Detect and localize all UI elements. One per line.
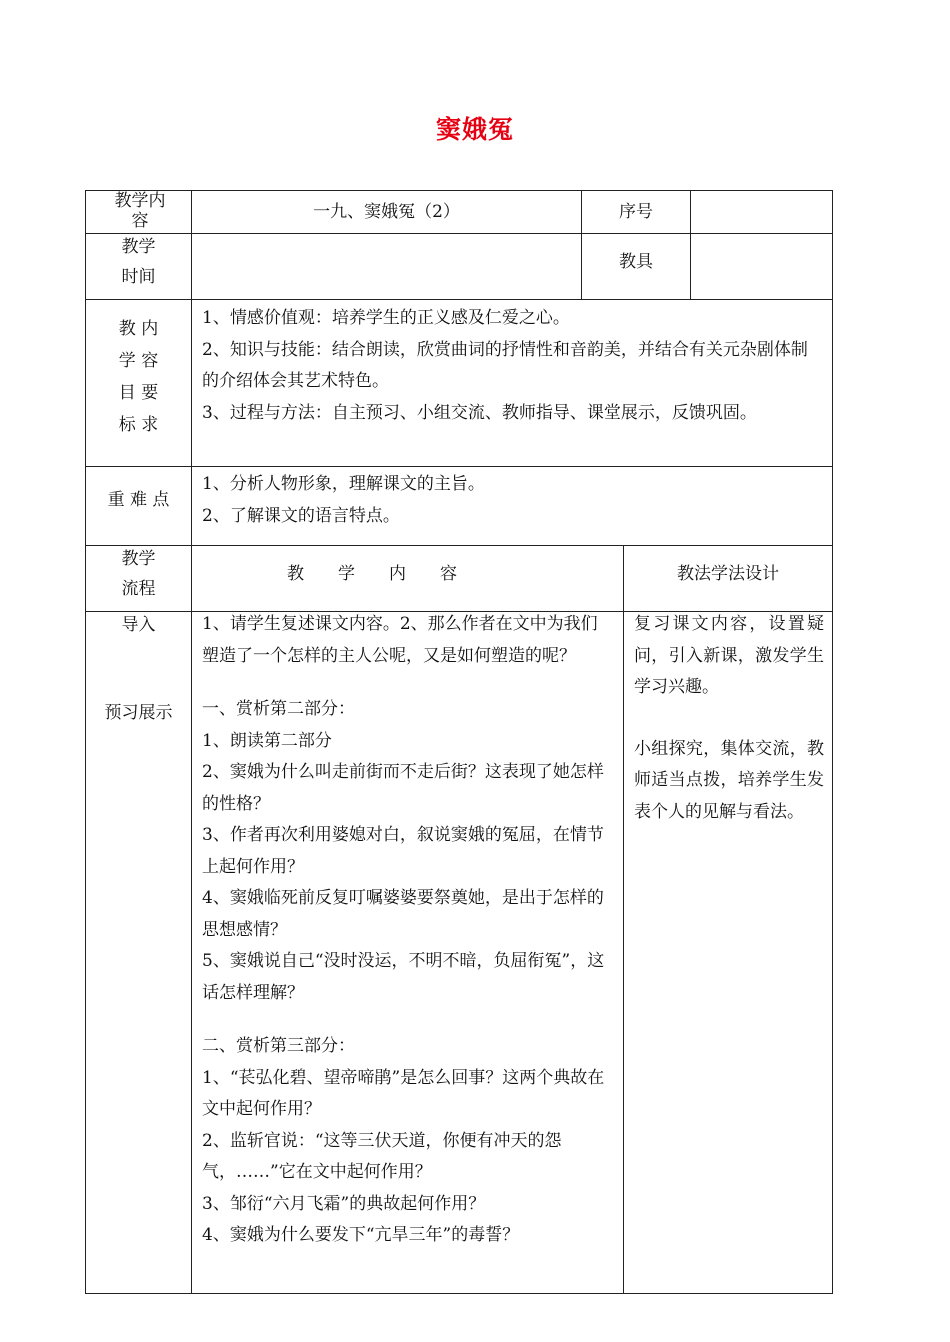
document-title: 窦娥冤 <box>435 115 514 144</box>
time-label-1: 教学 <box>121 237 156 257</box>
difficulty-label: 重 难 点 <box>107 490 170 510</box>
part2-item: 4、窦娥临死前反复叮嘱婆婆要祭奠她，是出于怎样的思想感情？ <box>202 888 604 940</box>
step-preview: 预习展示 <box>104 703 173 723</box>
goals-label-line: 标 求 <box>118 415 159 435</box>
part2-item: 1、朗读第二部分 <box>202 730 332 751</box>
part3-title: 二、赏析第三部分： <box>202 1036 355 1056</box>
cell-seq-value <box>690 190 833 234</box>
time-label-2: 时间 <box>121 267 156 287</box>
lesson-plan-table <box>85 190 833 1294</box>
difficulty-item: 1、分析人物形象，理解课文的主旨。 <box>202 474 485 494</box>
goals-label-line: 教 内 <box>118 319 159 339</box>
cell-time-value <box>191 233 582 300</box>
cell-time-label <box>85 233 192 300</box>
cell-difficulty-label <box>85 466 192 546</box>
cell-seq-label <box>581 190 691 234</box>
cell-process-method <box>623 611 833 1294</box>
goal-item: 3、过程与方法：自主预习、小组交流、教师指导、课堂展示，反馈巩固。 <box>202 402 757 423</box>
part2-item: 3、作者再次利用婆媳对白，叙说窦娥的冤屈，在情节上起何作用？ <box>202 825 604 877</box>
process-method <box>634 609 824 828</box>
goals-label-line: 学 容 <box>118 351 159 371</box>
process-label-2: 流程 <box>121 579 156 599</box>
content-value: 一九、窦娥冤（2） <box>313 202 460 222</box>
content-label: 教学内容 <box>114 191 166 231</box>
step-intro: 导入 <box>121 615 156 635</box>
cell-goals-content <box>191 299 833 467</box>
part2-item: 2、窦娥为什么叫走前街而不走后街？这表现了她怎样的性格？ <box>202 762 604 814</box>
method-col-header: 教法学法设计 <box>677 564 779 584</box>
cell-tools-value <box>690 233 833 300</box>
goals-list <box>202 303 822 429</box>
cell-content-label <box>85 190 192 234</box>
cell-goals-label <box>85 299 192 467</box>
process-label-1: 教学 <box>121 549 156 569</box>
process-content <box>202 609 612 1252</box>
seq-label: 序号 <box>619 202 653 222</box>
cell-process-content <box>191 611 624 1294</box>
cell-process-label <box>85 545 192 612</box>
method-text: 复习课文内容，设置疑问，引入新课，激发学生学习兴趣。 <box>634 614 824 697</box>
part2-item: 5、窦娥说自己“没时没运，不明不暗，负屈衔冤”，这话怎样理解？ <box>202 951 605 1003</box>
goals-label-line: 目 要 <box>118 383 159 403</box>
part2-title: 一、赏析第二部分： <box>202 699 355 719</box>
cell-tools-label <box>581 233 691 300</box>
cell-content-col-header <box>191 545 624 612</box>
tools-label: 教具 <box>619 252 653 272</box>
difficulty-item: 2、了解课文的语言特点。 <box>202 505 400 526</box>
goal-item: 2、知识与技能：结合朗读，欣赏曲词的抒情性和音韵美，并结合有关元杂剧体制的介绍体会其艺术特色。 <box>202 339 808 391</box>
cell-content-value <box>191 190 582 234</box>
difficulty-list <box>202 469 822 532</box>
cell-difficulty-content <box>191 466 833 546</box>
method-text: 小组探究，集体交流，教师适当点拨，培养学生发表个人的见解与看法。 <box>634 738 824 822</box>
content-col-header: 教 学 内 容 <box>287 564 457 584</box>
cell-method-col-header <box>623 545 833 612</box>
part3-item: 2、监斩官说：“这等三伏天道，你便有冲天的怨气，……”它在文中起何作用？ <box>202 1130 562 1182</box>
part3-item: 1、“苌弘化碧、望帝啼鹃”是怎么回事？这两个典故在文中起何作用？ <box>202 1067 605 1119</box>
cell-process-steps <box>85 611 192 1294</box>
part3-item: 4、窦娥为什么要发下“亢旱三年”的毒誓？ <box>202 1225 520 1245</box>
part3-item: 3、邹衍“六月飞霜”的典故起何作用？ <box>202 1193 486 1214</box>
goal-item: 1、情感价值观：培养学生的正义感及仁爱之心。 <box>202 308 570 328</box>
intro-text: 1、请学生复述课文内容。2、那么作者在文中为我们塑造了一个怎样的主人公呢，又是如何塑造的呢？ <box>202 614 598 666</box>
